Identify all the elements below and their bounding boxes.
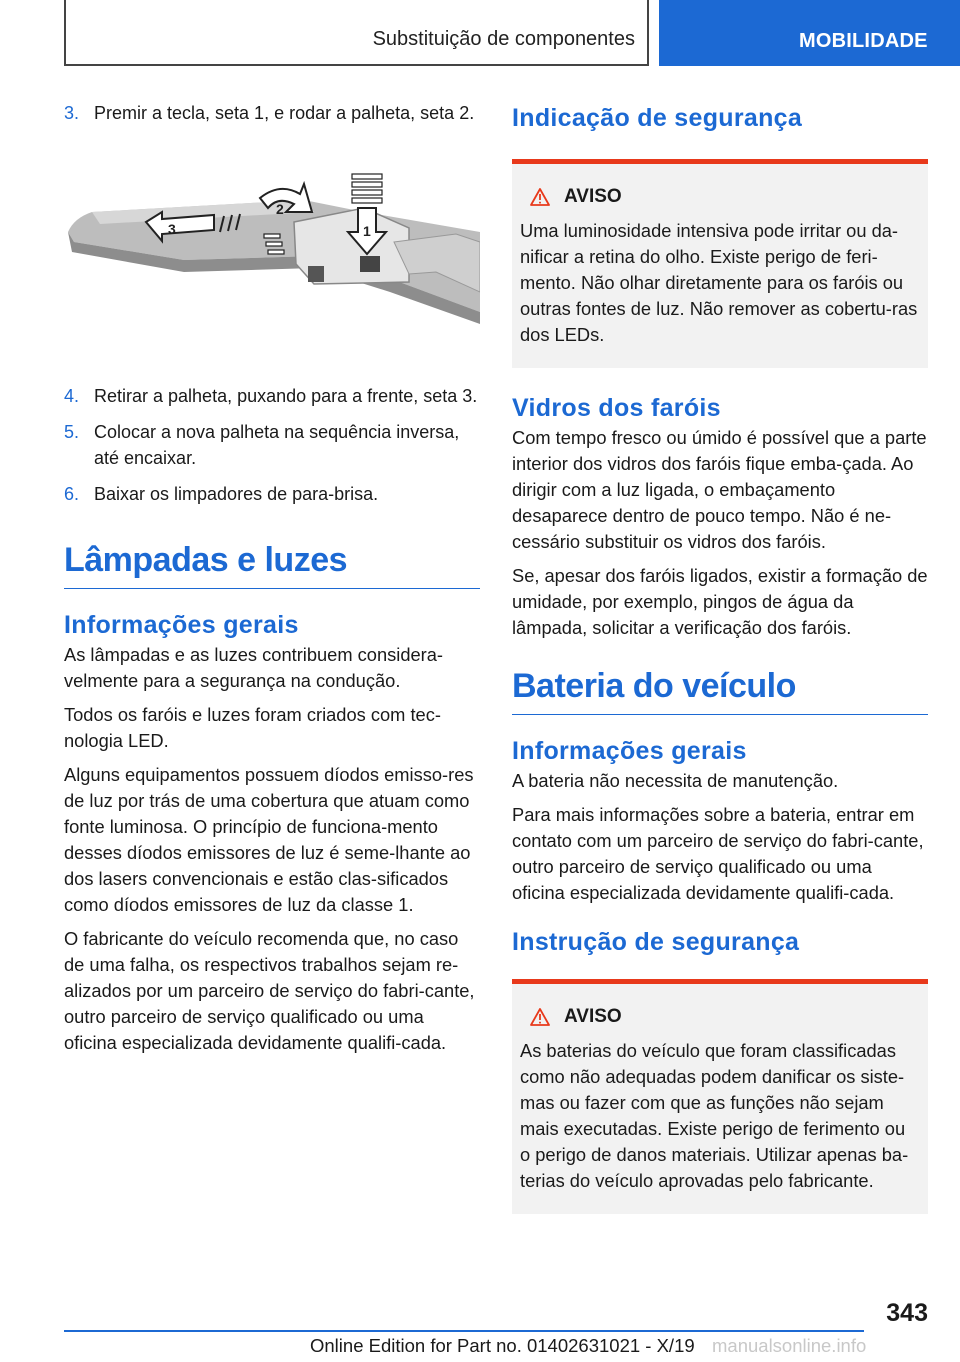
warning-text: Uma luminosidade intensiva pode irritar ou da-nificar a retina do olho. Existe perigo de feri-mento. Não olhar diretamente para os faróis ou outras fontes de luz. Não remover as cobertu-ras dos LEDs. bbox=[520, 220, 918, 345]
steps-list bbox=[64, 383, 480, 507]
figure-label-2: 2 bbox=[276, 201, 284, 217]
figure-label-3: 3 bbox=[168, 221, 176, 237]
heading-safety-instruction: Instrução de segurança bbox=[512, 928, 800, 956]
warning-triangle-icon bbox=[530, 1008, 550, 1026]
step-number: 3. bbox=[64, 103, 80, 123]
warning-label: AVISO bbox=[564, 186, 622, 207]
step-text: Colocar a nova palheta na sequência inversa, até encaixar. bbox=[94, 422, 460, 468]
paragraph: Alguns equipamentos possuem díodos emisso-res de luz por trás de uma cobertura que atuam como fonte luminosa. O princípio de funciona-mento desses díodos emissores de luz é seme-lhante ao dos lasers convencionais e estão clas-sificados como díodos emissores de luz da classe 1. bbox=[64, 764, 474, 915]
step-text: Retirar a palheta, puxando para a frente, seta 3. bbox=[94, 386, 478, 406]
paragraph: Se, apesar dos faróis ligados, existir a formação de umidade, por exemplo, pingos de água da lâmpada, solicitar a verificação dos faróis. bbox=[512, 565, 928, 638]
heading-general-info: Informações gerais bbox=[512, 737, 747, 765]
step-text: Premir a tecla, seta 1, e rodar a palheta, seta 2. bbox=[94, 103, 475, 123]
warning-label: AVISO bbox=[564, 1006, 622, 1027]
figure-label-1: 1 bbox=[363, 223, 371, 239]
left-column bbox=[64, 100, 480, 1056]
warning-title bbox=[530, 1006, 920, 1028]
header-section-title: Substituição de componentes bbox=[372, 28, 635, 50]
right-column bbox=[512, 100, 928, 1214]
paragraph: O fabricante do veículo recomenda que, no caso de uma falha, os respectivos trabalhos sejam re-alizados por um parceiro de serviço do fabri-cante, outro parceiro de serviço qualificado ou uma oficina especializada devidamente qualifi-cada. bbox=[64, 928, 475, 1053]
step-6 bbox=[64, 481, 480, 507]
step-3 bbox=[64, 100, 480, 126]
heading-general-info: Informações gerais bbox=[64, 611, 299, 639]
paragraph: Para mais informações sobre a bateria, entrar em contato com um parceiro de serviço do fabri-cante, outro parceiro de serviço qualificado ou uma oficina especializada devidamente qualifi-cada. bbox=[512, 804, 924, 903]
paragraph: A bateria não necessita de manutenção. bbox=[512, 770, 839, 791]
paragraph: Todos os faróis e luzes foram criados com tec-nologia LED. bbox=[64, 704, 441, 751]
paragraph: Com tempo fresco ou úmido é possível que a parte interior dos vidros dos faróis fique emba-çada. Ao dirigir com a luz ligada, o embaçamento desaparece dentro de pouco tempo. Não é ne-cessário substituir os vidros dos faróis. bbox=[512, 427, 927, 552]
heading-battery: Bateria do veículo bbox=[512, 667, 928, 715]
step-5 bbox=[64, 419, 480, 471]
step-number: 6. bbox=[64, 484, 80, 504]
header-chapter-label: MOBILIDADE bbox=[799, 30, 928, 52]
footer-divider bbox=[64, 1330, 864, 1332]
heading-lamps: Lâmpadas e luzes bbox=[64, 541, 480, 589]
warning-title bbox=[530, 186, 920, 208]
header-chapter-tab[interactable] bbox=[659, 0, 960, 66]
step-text: Baixar os limpadores de para-brisa. bbox=[94, 484, 379, 504]
watermark-logo: manualsonline.info bbox=[712, 1335, 867, 1356]
warning-box-battery bbox=[512, 979, 928, 1214]
step-number: 4. bbox=[64, 386, 80, 406]
warning-text: As baterias do veículo que foram classificadas como não adequadas podem danificar os siste-mas ou fazer com que as funções não sejam mais executadas. Existe perigo de ferimento ou o perigo de danos materiais. Utilizar apenas ba-terias do veículo aprovadas pelo fabricante. bbox=[520, 1040, 909, 1191]
page-number: 343 bbox=[886, 1299, 928, 1327]
heading-safety-indication: Indicação de segurança bbox=[512, 104, 803, 132]
wiper-figure bbox=[64, 172, 480, 357]
warning-triangle-icon bbox=[530, 188, 550, 206]
warning-box-light bbox=[512, 159, 928, 368]
wiper-removal-illustration bbox=[64, 172, 480, 352]
paragraph: As lâmpadas e as luzes contribuem considera-velmente para a segurança na condução. bbox=[64, 644, 444, 691]
step-4 bbox=[64, 383, 480, 409]
footer-edition: Online Edition for Part no. 01402631021 - X/19 bbox=[310, 1335, 695, 1356]
step-number: 5. bbox=[64, 422, 80, 442]
header-section-box bbox=[64, 0, 649, 66]
heading-headlight-glass: Vidros dos faróis bbox=[512, 394, 721, 422]
